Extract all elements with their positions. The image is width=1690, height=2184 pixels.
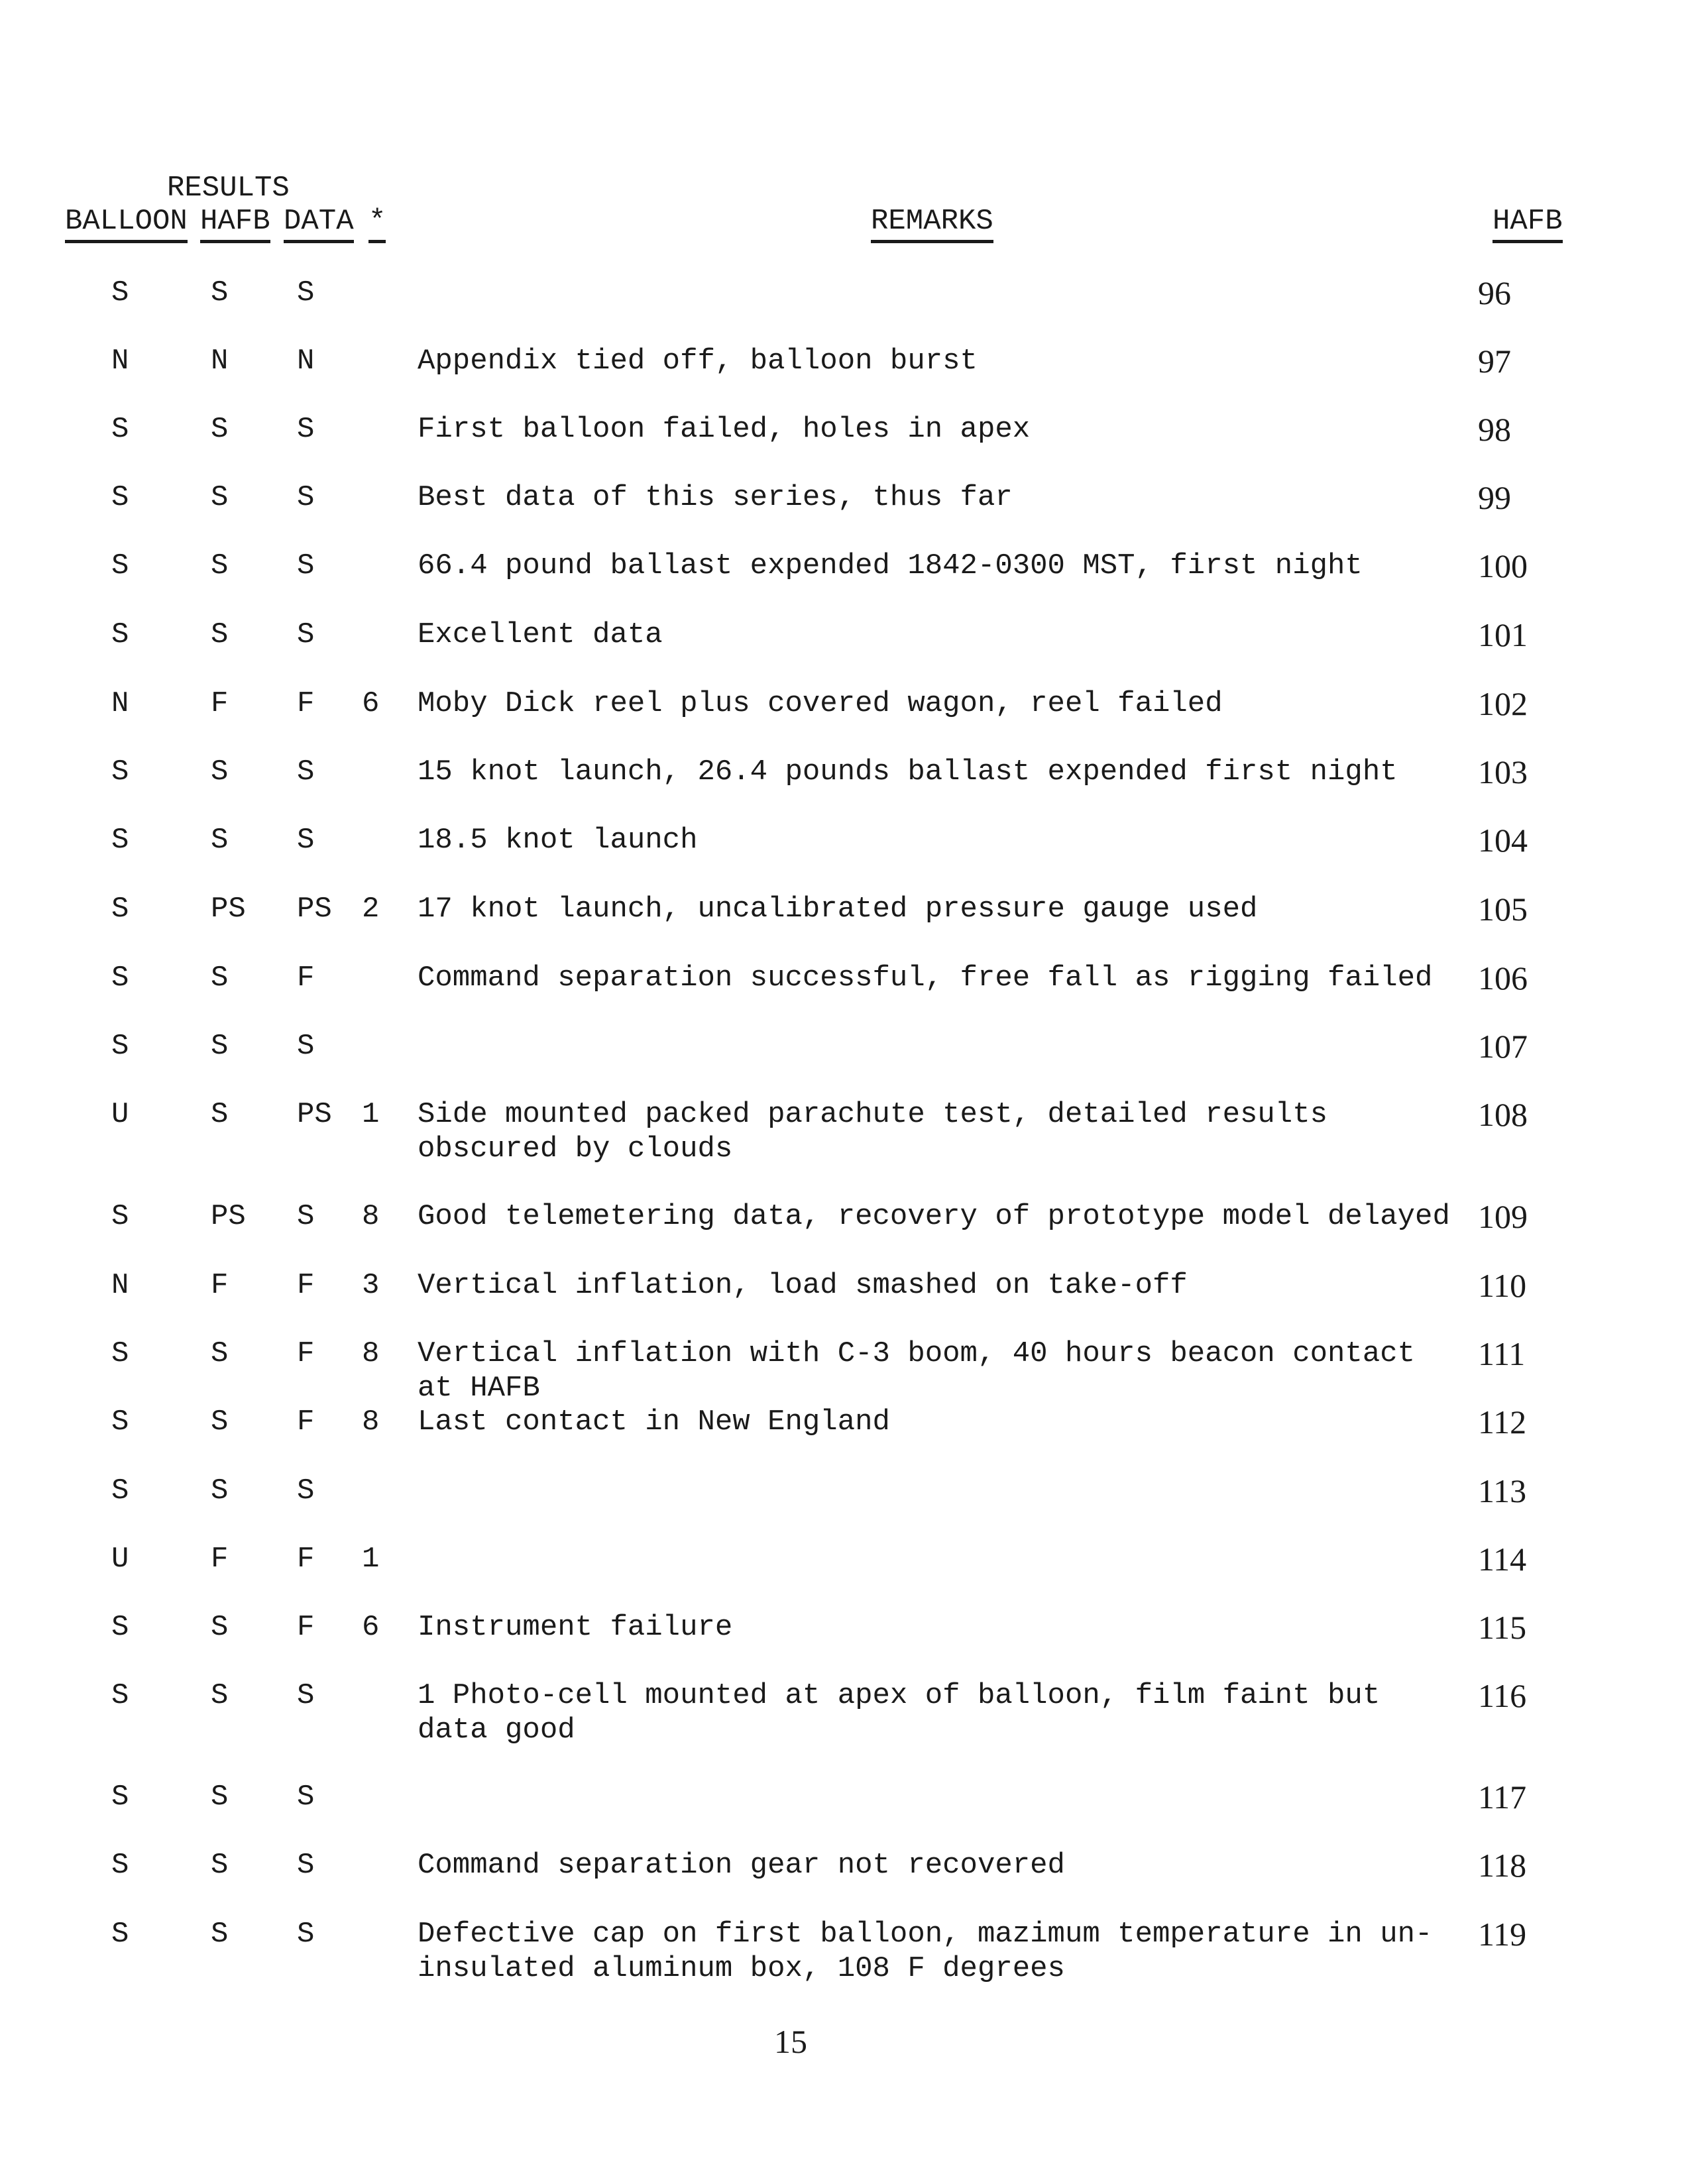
hafb-result: S: [211, 481, 229, 514]
data-result: F: [297, 1543, 315, 1576]
hafb-result: N: [211, 345, 229, 378]
balloon-result: S: [111, 1337, 129, 1370]
data-result: F: [297, 1269, 315, 1302]
remarks-text: Last contact in New England: [418, 1405, 890, 1439]
data-result: S: [297, 549, 315, 582]
hafb-result: S: [211, 1780, 229, 1814]
data-result: S: [297, 481, 315, 514]
hafb-flight-number: 97: [1478, 343, 1511, 380]
balloon-result: U: [111, 1543, 129, 1576]
remarks-text: Instrument failure: [418, 1611, 733, 1644]
balloon-result: S: [111, 1030, 129, 1063]
hafb-result: S: [211, 1337, 229, 1370]
data-result: PS: [297, 893, 332, 926]
hafb-flight-number: 107: [1478, 1028, 1528, 1065]
data-result: S: [297, 1849, 315, 1882]
data-result: S: [297, 413, 315, 446]
hafb-result: F: [211, 1543, 229, 1576]
hafb-result: S: [211, 961, 229, 995]
hafb-flight-number: 116: [1478, 1677, 1527, 1714]
remarks-text: 15 knot launch, 26.4 pounds ballast expended first night: [418, 755, 1398, 789]
hafb-result: S: [211, 1918, 229, 1951]
hafb-flight-number: 119: [1478, 1916, 1527, 1953]
results-heading: RESULTS: [167, 172, 290, 205]
hafb-result: PS: [211, 893, 246, 926]
data-result: S: [297, 1474, 315, 1507]
hafb-flight-number: 106: [1478, 959, 1528, 997]
balloon-result: S: [111, 824, 129, 857]
note-reference: 8: [362, 1405, 380, 1439]
remarks-text: Appendix tied off, balloon burst: [418, 345, 978, 378]
page-number: 15: [774, 2023, 807, 2060]
hafb-result: F: [211, 1269, 229, 1302]
data-result: F: [297, 1405, 315, 1439]
hafb-result: S: [211, 1030, 229, 1063]
hafb-flight-number: 115: [1478, 1609, 1527, 1646]
note-reference: 2: [362, 893, 380, 926]
data-result: S: [297, 824, 315, 857]
balloon-result: S: [111, 1849, 129, 1882]
hafb-result: S: [211, 1098, 229, 1131]
data-result: S: [297, 1030, 315, 1063]
remarks-text: Best data of this series, thus far: [418, 481, 1013, 514]
data-result: F: [297, 687, 315, 720]
remarks-text: Defective cap on first balloon, mazimum temperature in un-insulated aluminum box, 108 F degrees: [418, 1918, 1433, 1985]
remarks-text: Vertical inflation with C-3 boom, 40 hours beacon contact at HAFB: [418, 1337, 1416, 1405]
hafb-result: S: [211, 1849, 229, 1882]
remarks-text: Good telemetering data, recovery of prototype model delayed: [418, 1200, 1450, 1233]
remarks-text: Excellent data: [418, 618, 663, 651]
data-result: S: [297, 1200, 315, 1233]
remarks-text: Side mounted packed parachute test, detailed results obscured by clouds: [418, 1098, 1328, 1166]
balloon-result: S: [111, 276, 129, 309]
balloon-result: S: [111, 413, 129, 446]
hafb-result: S: [211, 413, 229, 446]
balloon-result: S: [111, 1405, 129, 1439]
balloon-result: U: [111, 1098, 129, 1131]
hafb-result: S: [211, 1405, 229, 1439]
data-result: S: [297, 1918, 315, 1951]
data-result: S: [297, 755, 315, 789]
hafb-result: S: [211, 824, 229, 857]
hafb-flight-number: 114: [1478, 1541, 1527, 1578]
balloon-result: S: [111, 1474, 129, 1507]
hafb-flight-number: 98: [1478, 411, 1511, 448]
hafb-result: F: [211, 687, 229, 720]
note-reference: 1: [362, 1543, 380, 1576]
remarks-text: Command separation gear not recovered: [418, 1849, 1065, 1882]
remarks-text: Command separation successful, free fall as rigging failed: [418, 961, 1433, 995]
hafb-flight-number: 100: [1478, 547, 1528, 584]
hafb-flight-number: 101: [1478, 616, 1528, 653]
hafb-flight-number: 110: [1478, 1267, 1527, 1304]
hafb-result: S: [211, 1474, 229, 1507]
note-reference: 6: [362, 1611, 380, 1644]
hafb-result: S: [211, 1679, 229, 1712]
hafb-column-header: HAFB: [200, 207, 270, 243]
hafb-flight-number: 103: [1478, 753, 1528, 791]
hafb-result: S: [211, 1611, 229, 1644]
remarks-text: 18.5 knot launch: [418, 824, 698, 857]
remarks-text: Moby Dick reel plus covered wagon, reel failed: [418, 687, 1223, 720]
hafb-flight-number: 104: [1478, 822, 1528, 859]
balloon-result: S: [111, 618, 129, 651]
hafb-result: S: [211, 276, 229, 309]
remarks-text: First balloon failed, holes in apex: [418, 413, 1031, 446]
hafb-number-column-header: HAFB: [1493, 207, 1563, 243]
balloon-result: S: [111, 1679, 129, 1712]
balloon-result: N: [111, 345, 129, 378]
note-column-header: *: [368, 207, 386, 243]
data-result: F: [297, 1611, 315, 1644]
hafb-result: S: [211, 755, 229, 789]
data-result: S: [297, 276, 315, 309]
remarks-text: 17 knot launch, uncalibrated pressure gauge used: [418, 893, 1258, 926]
data-result: F: [297, 961, 315, 995]
note-reference: 1: [362, 1098, 380, 1131]
hafb-flight-number: 105: [1478, 891, 1528, 928]
note-reference: 8: [362, 1200, 380, 1233]
hafb-flight-number: 96: [1478, 274, 1511, 311]
balloon-result: N: [111, 687, 129, 720]
data-result: PS: [297, 1098, 332, 1131]
note-reference: 6: [362, 687, 380, 720]
hafb-flight-number: 108: [1478, 1096, 1528, 1133]
balloon-column-header: BALLOON: [65, 207, 188, 243]
data-result: F: [297, 1337, 315, 1370]
balloon-result: S: [111, 1780, 129, 1814]
remarks-column-header: REMARKS: [871, 207, 993, 243]
balloon-result: S: [111, 1611, 129, 1644]
note-reference: 8: [362, 1337, 380, 1370]
hafb-flight-number: 102: [1478, 685, 1528, 722]
hafb-flight-number: 118: [1478, 1847, 1527, 1884]
data-result: S: [297, 1679, 315, 1712]
balloon-result: S: [111, 549, 129, 582]
hafb-flight-number: 113: [1478, 1472, 1527, 1509]
data-result: S: [297, 1780, 315, 1814]
data-column-header: DATA: [284, 207, 354, 243]
balloon-result: S: [111, 893, 129, 926]
balloon-result: N: [111, 1269, 129, 1302]
remarks-text: 66.4 pound ballast expended 1842-0300 MST, first night: [418, 549, 1363, 582]
remarks-text: 1 Photo-cell mounted at apex of balloon, film faint but data good: [418, 1679, 1380, 1747]
hafb-flight-number: 109: [1478, 1198, 1528, 1235]
balloon-result: S: [111, 1918, 129, 1951]
hafb-flight-number: 111: [1478, 1335, 1526, 1372]
balloon-result: S: [111, 755, 129, 789]
data-result: S: [297, 618, 315, 651]
hafb-flight-number: 117: [1478, 1778, 1527, 1816]
hafb-flight-number: 99: [1478, 479, 1511, 516]
hafb-flight-number: 112: [1478, 1403, 1527, 1441]
note-reference: 3: [362, 1269, 380, 1302]
hafb-result: PS: [211, 1200, 246, 1233]
balloon-result: S: [111, 1200, 129, 1233]
data-result: N: [297, 345, 315, 378]
balloon-result: S: [111, 961, 129, 995]
hafb-result: S: [211, 549, 229, 582]
balloon-result: S: [111, 481, 129, 514]
hafb-result: S: [211, 618, 229, 651]
remarks-text: Vertical inflation, load smashed on take-off: [418, 1269, 1188, 1302]
